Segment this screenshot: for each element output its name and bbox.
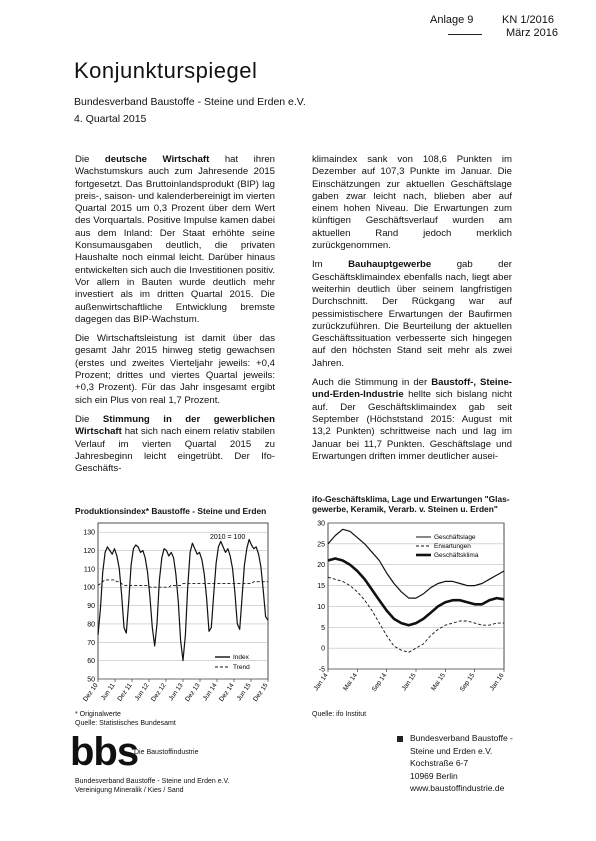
chart1-legend-trend: Trend xyxy=(233,664,250,671)
paragraph-building-materials: Auch die Stimmung in der Baustoff-, Steine-und-Erden-Industrie hellte sich bislang nicht auf. Der Geschäftsklimaindex gab seit September (Höchststand 2015: August mit 13,2 Punkten) schrittweise nach und lag im Januar bei 11,7 Punkten. Geschäftslage und Erwartungen driften immer deutlicher ausei- xyxy=(312,377,512,462)
x-tick-label: Jun 15 xyxy=(235,682,253,703)
y-tick-label: -5 xyxy=(318,666,325,674)
chart2-legend-klima: Geschäftsklima xyxy=(434,552,479,559)
website-link[interactable]: www.baustoffindustrie.de xyxy=(410,783,505,793)
paragraph-mood: Die Stimmung in der gewerblichen Wirtschaft hat sich nach einem relativ stabilen Verlauf im vierten Quartal 2015 zu Jahresbeginn leicht eingetrübt. Der Ifo-Geschäfts- xyxy=(75,413,276,475)
x-tick-label: Jun 13 xyxy=(167,682,185,703)
footer-address xyxy=(410,732,513,795)
x-tick-label: Dez 10 xyxy=(82,682,100,704)
chart1-annotation: 2010 = 100 xyxy=(210,534,246,541)
chart1-source: Quelle: Statistisches Bundesamt xyxy=(75,720,176,727)
y-tick-label: 30 xyxy=(317,520,325,528)
y-tick-label: 100 xyxy=(83,584,95,592)
x-tick-label: Dez 14 xyxy=(218,682,236,704)
chart1-production-index xyxy=(70,517,280,707)
x-tick-label: Dez 15 xyxy=(252,682,270,704)
address-line: Kochstraße 6-7 xyxy=(410,758,469,768)
paragraph-ifo: klimaindex sank von 108,6 Punkten im Dezember auf 107,3 Punkte im Januar. Die Einschätzungen zur aktuellen Geschäftslage gaben zwar leicht nach, blieben aber auf einem hohen Niveau. Die Erwartungen zum künftigen Geschäftsverlauf wurden am aktuellen Rand jedoch merklich zurückgenommen. xyxy=(312,154,512,252)
x-tick-label: Jun 12 xyxy=(133,682,151,703)
y-tick-label: 20 xyxy=(317,562,325,570)
chart2-frame xyxy=(328,523,504,669)
y-tick-label: 50 xyxy=(87,676,95,684)
series-line-geschäftslage xyxy=(328,529,504,598)
x-tick-label: Dez 12 xyxy=(150,682,168,704)
y-tick-label: 60 xyxy=(87,658,95,666)
chart1-legend-index: Index xyxy=(233,654,249,661)
x-tick-label: Jan 16 xyxy=(488,672,506,693)
header-rule xyxy=(448,34,482,35)
series-line-geschäftsklima xyxy=(328,559,504,626)
chart2-legend-lage: Geschäftslage xyxy=(434,534,476,541)
y-tick-label: 110 xyxy=(83,566,95,574)
chart2-title: ifo-Geschäftsklima, Lage und Erwartungen "Glas-gewerbe, Keramik, Verarb. v. Steinen u. Erden" xyxy=(312,494,510,514)
footer-org-line2: Vereinigung Mineralik / Kies / Sand xyxy=(75,787,184,794)
x-tick-label: Jan 14 xyxy=(312,672,330,693)
x-tick-label: Dez 11 xyxy=(116,682,134,703)
x-tick-label: Jan 15 xyxy=(400,672,418,693)
left-column xyxy=(75,154,275,482)
paragraph-output: Die Wirtschaftsleistung ist damit über das gesamt Jahr 2015 hinweg stetig gewachsen (erstes und zweites Vierteljahr jeweils: +0,4 Prozent; drittes und viertes Quartal jeweils: +0,3 Prozent). Für das Jahr insgesamt ergibt sich ein Plus von real 1,7 Prozent. xyxy=(75,333,275,406)
logo-caption: Die Baustoffindustrie xyxy=(134,749,199,756)
x-tick-label: Dez 13 xyxy=(184,682,202,704)
paragraph-construction: Im Bauhauptgewerbe gab der Geschäftsklimaindex ebenfalls nach, liegt aber weiterhin deutlich über seinem langfristigen Durchschnitt. Der Rückgang war auf pessimistischere Erwartungen der Baufirmen zurückzuführen. Die Beurteilung der aktuellen Geschäftssituation verbesserte sich hingegen auf den höchsten Stand seit mehr als zwei Jahren. xyxy=(312,259,512,369)
y-tick-label: 25 xyxy=(317,541,325,549)
x-tick-label: Sep 14 xyxy=(370,672,389,694)
y-tick-label: 10 xyxy=(317,603,325,611)
x-tick-label: Mai 14 xyxy=(342,672,359,693)
chart2-ifo-climate xyxy=(306,517,516,707)
x-tick-label: Sep 15 xyxy=(458,672,477,694)
x-tick-label: Mai 15 xyxy=(430,672,447,693)
y-tick-label: 90 xyxy=(87,603,95,611)
paragraph-economy: Die deutsche Wirtschaft hat ihren Wachstumskurs auch zum Jahresende 2015 fortgesetzt. Das Bruttoinlandsprodukt (BIP) lag preis-, saison- und kalenderbereinigt im vierten Quartal 2015 um 0,3 Prozent über dem Wert des Vorquartals. Positive Impulse kamen dabei aus dem Inland: Der Staat erhöhte seine Konsumausgaben deutlich, die privaten Haushalte noch einmal leicht. Darüber hinaus entwickelten sich auch die Investitionen positiv. Vor allem in Bauten wurde deutlich mehr investiert als im dritten Quartal 2015. Die außenwirtschaftliche Entwicklung bremste dagegen das BIP-Wachstum. xyxy=(75,154,275,325)
page-quarter: 4. Quartal 2015 xyxy=(74,113,147,125)
chart1-title: Produktionsindex* Baustoffe - Steine und Erden xyxy=(75,506,267,516)
footer-org-line1: Bundesverband Baustoffe - Steine und Erden e.V. xyxy=(75,778,230,785)
page-subtitle: Bundesverband Baustoffe - Steine und Erden e.V. xyxy=(74,96,306,108)
attachment-label: Anlage 9 xyxy=(430,14,474,26)
address-line: Steine und Erden e.V. xyxy=(410,745,493,756)
y-tick-label: 15 xyxy=(317,583,325,591)
y-tick-label: 70 xyxy=(87,639,95,647)
square-bullet-icon xyxy=(397,736,403,742)
chart2-legend-erwartungen: Erwartungen xyxy=(434,543,471,550)
y-tick-label: 80 xyxy=(87,621,95,629)
series-line-erwartungen xyxy=(328,577,504,652)
y-tick-label: 5 xyxy=(321,624,325,632)
address-line: Bundesverband Baustoffe - xyxy=(410,733,513,743)
y-tick-label: 0 xyxy=(321,645,325,653)
address-line: 10969 Berlin xyxy=(410,770,458,781)
issue-label: KN 1/2016 xyxy=(502,14,554,26)
chart2-source: Quelle: ifo Institut xyxy=(312,711,367,718)
x-tick-label: Jun 11 xyxy=(99,682,117,702)
chart1-footnote: * Originalwerte xyxy=(75,711,121,718)
right-column xyxy=(312,154,512,470)
issue-date: März 2016 xyxy=(506,27,558,39)
page-title: Konjunkturspiegel xyxy=(74,58,258,83)
y-tick-label: 130 xyxy=(83,529,95,537)
y-tick-label: 120 xyxy=(83,548,95,556)
x-tick-label: Jun 14 xyxy=(201,682,219,703)
bbs-logo: bbs xyxy=(70,730,139,774)
